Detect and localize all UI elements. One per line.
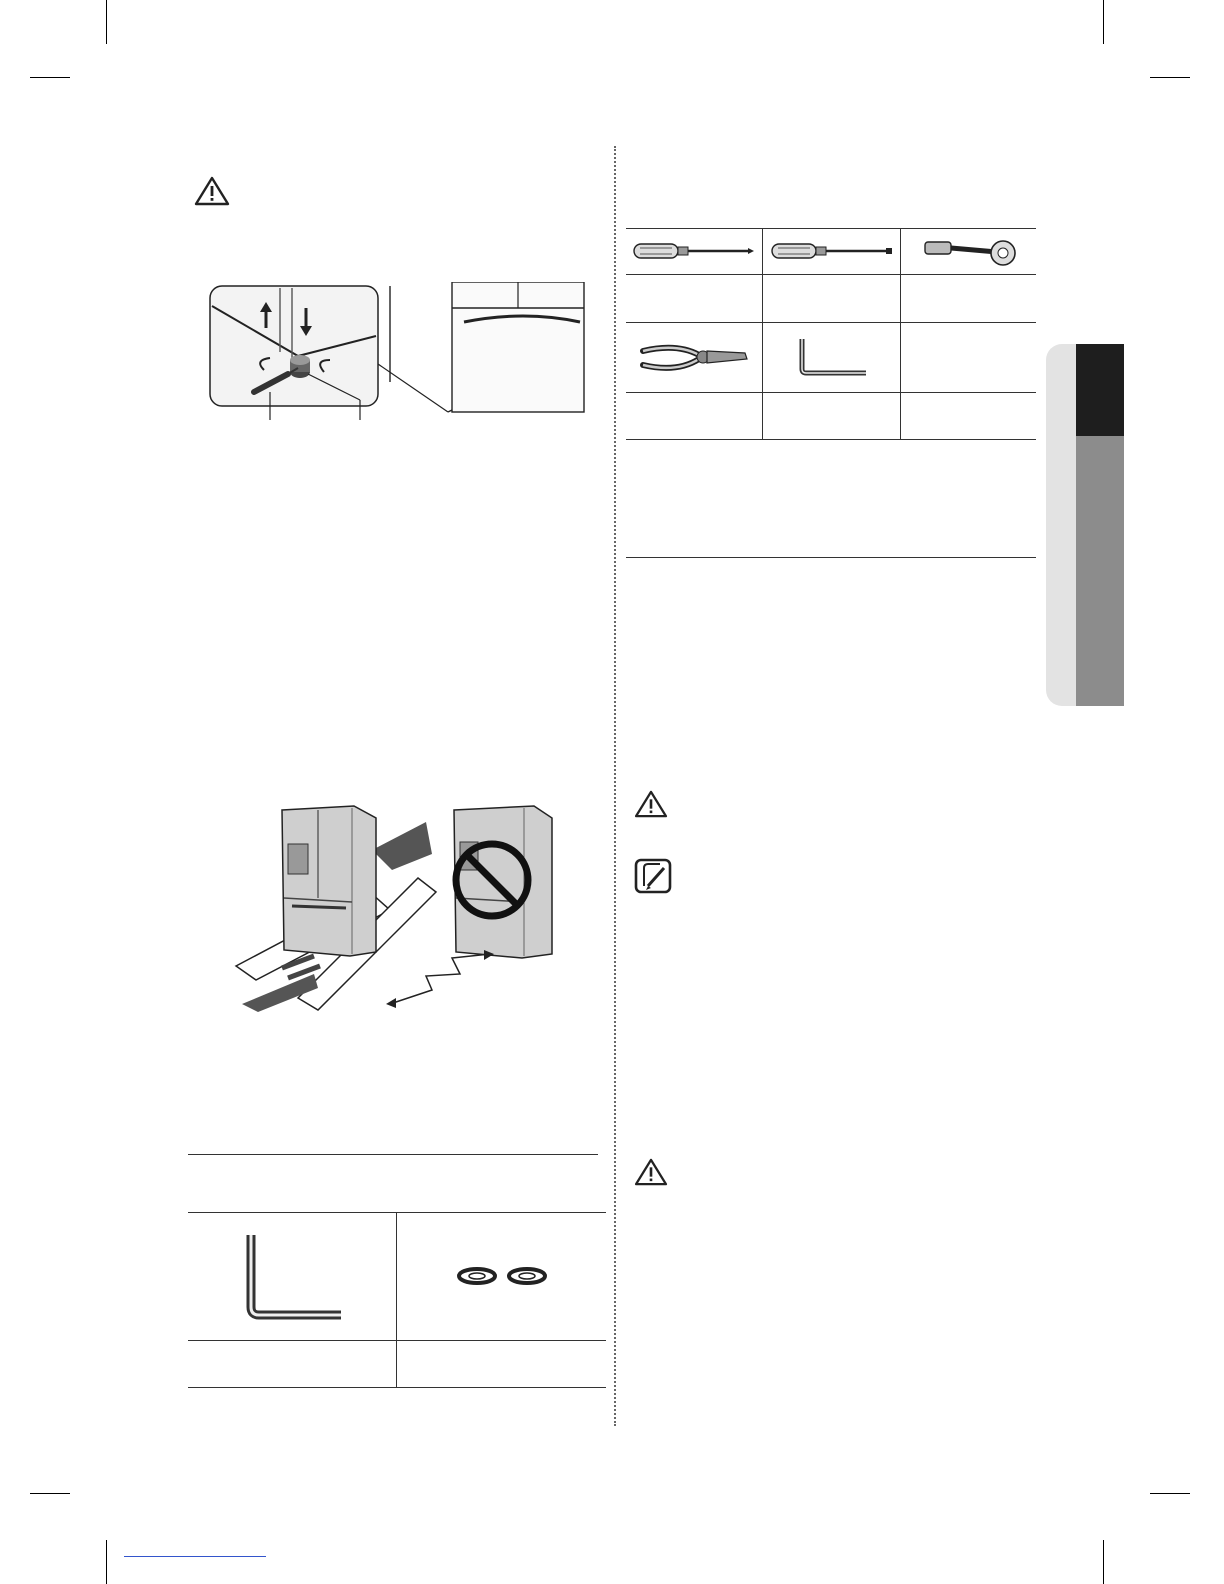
e-ring-icon	[447, 1261, 557, 1291]
tools-table-rule	[626, 392, 1036, 393]
pliers-icon	[637, 337, 751, 377]
tools-table-cell	[764, 322, 900, 392]
crop-mark	[106, 1540, 107, 1584]
section-tab-background	[1046, 344, 1078, 706]
section-rule	[626, 557, 1036, 558]
tools-table-rule	[626, 274, 1036, 275]
crop-mark	[1103, 0, 1104, 44]
parts-table-rule	[188, 1340, 606, 1341]
crop-mark	[30, 1493, 70, 1494]
warning-icon	[634, 1158, 668, 1186]
crop-mark	[106, 0, 107, 44]
section-tab	[1076, 436, 1124, 706]
tools-table-cell	[626, 228, 762, 274]
note-icon	[634, 858, 672, 894]
parts-table-cell	[398, 1212, 606, 1340]
tools-table-cell	[764, 228, 900, 274]
parts-table-top-rule	[188, 1154, 598, 1155]
phillips-screwdriver-icon	[632, 241, 756, 261]
socket-wrench-icon	[917, 234, 1021, 268]
warning-icon	[634, 790, 668, 818]
section-tab-active	[1076, 344, 1124, 436]
crop-mark	[1150, 77, 1190, 78]
moving-fridge-illustration	[222, 798, 582, 1020]
flat-screwdriver-icon	[770, 241, 894, 261]
tools-table-cell	[626, 322, 762, 392]
tools-table-divider	[900, 228, 901, 439]
column-divider	[614, 146, 616, 1426]
allen-wrench-icon	[792, 337, 872, 377]
crop-mark	[1103, 1540, 1104, 1584]
parts-table-rule	[188, 1387, 606, 1388]
tools-table-cell	[902, 228, 1036, 274]
allen-wrench-icon	[237, 1231, 347, 1321]
crop-mark	[1150, 1493, 1190, 1494]
footer-link[interactable]	[124, 1556, 266, 1557]
crop-mark	[30, 77, 70, 78]
tools-table-rule	[626, 439, 1036, 440]
parts-table-cell	[188, 1212, 396, 1340]
tools-table-divider	[762, 228, 763, 439]
warning-icon	[194, 176, 230, 206]
parts-table-divider	[396, 1212, 397, 1387]
leveling-foot-illustration	[208, 282, 588, 420]
